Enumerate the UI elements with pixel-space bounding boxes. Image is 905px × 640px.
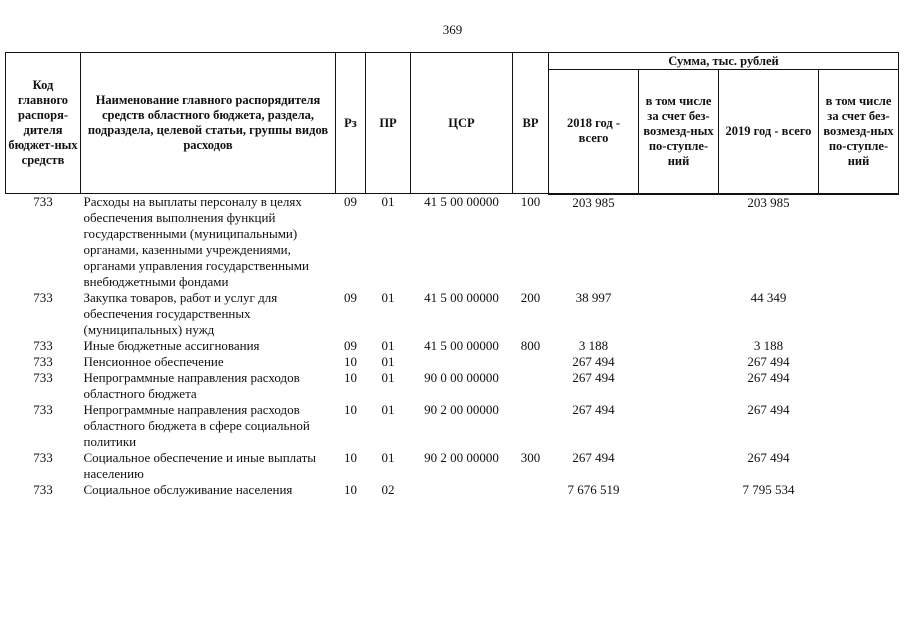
header-rz: Рз	[336, 53, 366, 194]
cell-2018-total: 7 676 519	[567, 482, 620, 497]
cell-name: Закупка товаров, работ и услуг для обеспечения государственных (муниципальных) нужд	[83, 290, 278, 337]
cell-2019-free	[819, 482, 899, 498]
cell-name: Социальное обслуживание населения	[83, 482, 293, 497]
cell-2018-total: 203 985	[572, 194, 615, 210]
cell-2018-free	[639, 370, 719, 402]
cell-code: 733	[33, 290, 53, 305]
cell-pr: 01	[381, 370, 395, 385]
cell-pr: 01	[381, 194, 395, 209]
header-sum-group: Сумма, тыс. рублей	[549, 53, 899, 70]
cell-2019-free	[819, 290, 899, 338]
cell-rz: 10	[344, 450, 357, 465]
cell-2019-total: 267 494	[747, 450, 790, 465]
cell-vr	[513, 354, 549, 370]
cell-vr: 100	[520, 194, 541, 209]
cell-pr: 01	[381, 402, 395, 417]
cell-2019-free	[819, 402, 899, 450]
cell-vr: 800	[520, 338, 541, 353]
cell-rz: 09	[344, 194, 357, 209]
table-row	[6, 450, 899, 482]
cell-2019-free	[819, 370, 899, 402]
cell-rz: 10	[344, 354, 357, 369]
table-row	[6, 482, 899, 498]
table-row	[6, 338, 899, 354]
cell-csr: 90 2 00 00000	[424, 402, 499, 417]
cell-2019-total: 267 494	[747, 402, 790, 417]
header-name: Наименование главного распорядителя средств областного бюджета, раздела, подраздела, целевой статьи, группы видов расходов	[81, 53, 336, 194]
header-pr: ПР	[366, 53, 411, 194]
cell-2018-total: 38 997	[575, 290, 612, 305]
cell-2019-free	[819, 450, 899, 482]
cell-vr	[513, 370, 549, 402]
cell-code: 733	[33, 370, 53, 385]
cell-name: Непрограммные направления расходов областного бюджета	[83, 370, 300, 401]
cell-csr: 41 5 00 00000	[424, 290, 499, 305]
cell-rz: 10	[344, 402, 357, 417]
budget-table	[5, 52, 899, 498]
cell-code: 733	[33, 450, 53, 465]
cell-pr: 02	[381, 482, 395, 497]
page-number: 369	[442, 22, 463, 37]
table-row	[6, 354, 899, 370]
cell-2019-free	[819, 338, 899, 354]
cell-2019-total: 203 985	[747, 194, 790, 210]
cell-pr: 01	[381, 354, 395, 369]
header-2018-free: в том числе за счет без-возмезд-ных по-ступле-ний	[639, 70, 719, 194]
cell-name: Иные бюджетные ассигнования	[83, 338, 260, 353]
cell-2019-total: 7 795 534	[742, 482, 795, 497]
cell-code: 733	[33, 354, 53, 369]
header-csr: ЦСР	[411, 53, 513, 194]
cell-csr: 41 5 00 00000	[424, 194, 499, 209]
cell-2018-total: 267 494	[572, 354, 615, 369]
header-2019-free: в том числе за счет без-возмезд-ных по-ступле-ний	[819, 70, 899, 194]
cell-2019-total: 267 494	[747, 370, 790, 385]
cell-vr	[513, 402, 549, 450]
cell-pr: 01	[381, 450, 395, 465]
cell-vr: 200	[520, 290, 541, 305]
cell-2019-free	[819, 354, 899, 370]
cell-2019-total: 267 494	[747, 354, 790, 369]
cell-name: Расходы на выплаты персоналу в целях обеспечения выполнения функций государственными (муниципальными) органами, казенными учреждениями, органами управления государственными внебюджетными фондами	[83, 194, 309, 289]
cell-2018-free	[639, 338, 719, 354]
table-row	[6, 194, 899, 291]
cell-name: Социальное обеспечение и иные выплаты населению	[83, 450, 317, 481]
cell-pr: 01	[381, 338, 395, 353]
cell-csr: 90 2 00 00000	[424, 450, 499, 465]
cell-2018-total: 267 494	[572, 370, 615, 385]
cell-code: 733	[33, 482, 53, 497]
header-code: Код главного распоря-дителя бюджет-ных средств	[6, 53, 81, 194]
cell-pr: 01	[381, 290, 395, 305]
cell-csr: 41 5 00 00000	[424, 338, 499, 353]
cell-2018-free	[639, 194, 719, 291]
cell-2018-total: 3 188	[578, 338, 609, 353]
table-row	[6, 402, 899, 450]
cell-code: 733	[33, 402, 53, 417]
header-vr: ВР	[513, 53, 549, 194]
cell-2019-total: 44 349	[750, 290, 787, 305]
cell-rz: 09	[344, 338, 357, 353]
cell-name: Непрограммные направления расходов областного бюджета в сфере социальной политики	[83, 402, 310, 449]
table-row	[6, 290, 899, 338]
cell-csr	[411, 482, 513, 498]
table-body	[6, 194, 899, 499]
cell-rz: 09	[344, 290, 357, 305]
cell-2018-free	[639, 482, 719, 498]
cell-csr	[411, 354, 513, 370]
table-row	[6, 370, 899, 402]
cell-name: Пенсионное обеспечение	[83, 354, 224, 369]
cell-2018-free	[639, 354, 719, 370]
header-2018-total: 2018 год - всего	[549, 70, 639, 194]
cell-2018-total: 267 494	[572, 402, 615, 417]
table-header	[6, 53, 899, 194]
cell-2019-total: 3 188	[753, 338, 784, 353]
cell-2019-free	[819, 194, 899, 291]
cell-vr: 300	[520, 450, 541, 465]
cell-code: 733	[33, 194, 53, 209]
cell-csr: 90 0 00 00000	[424, 370, 499, 385]
cell-vr	[513, 482, 549, 498]
cell-code: 733	[33, 338, 53, 353]
cell-rz: 10	[344, 482, 357, 497]
cell-2018-total: 267 494	[572, 450, 615, 465]
cell-2018-free	[639, 450, 719, 482]
header-2019-total: 2019 год - всего	[719, 70, 819, 194]
cell-2018-free	[639, 402, 719, 450]
cell-rz: 10	[344, 370, 357, 385]
cell-2018-free	[639, 290, 719, 338]
